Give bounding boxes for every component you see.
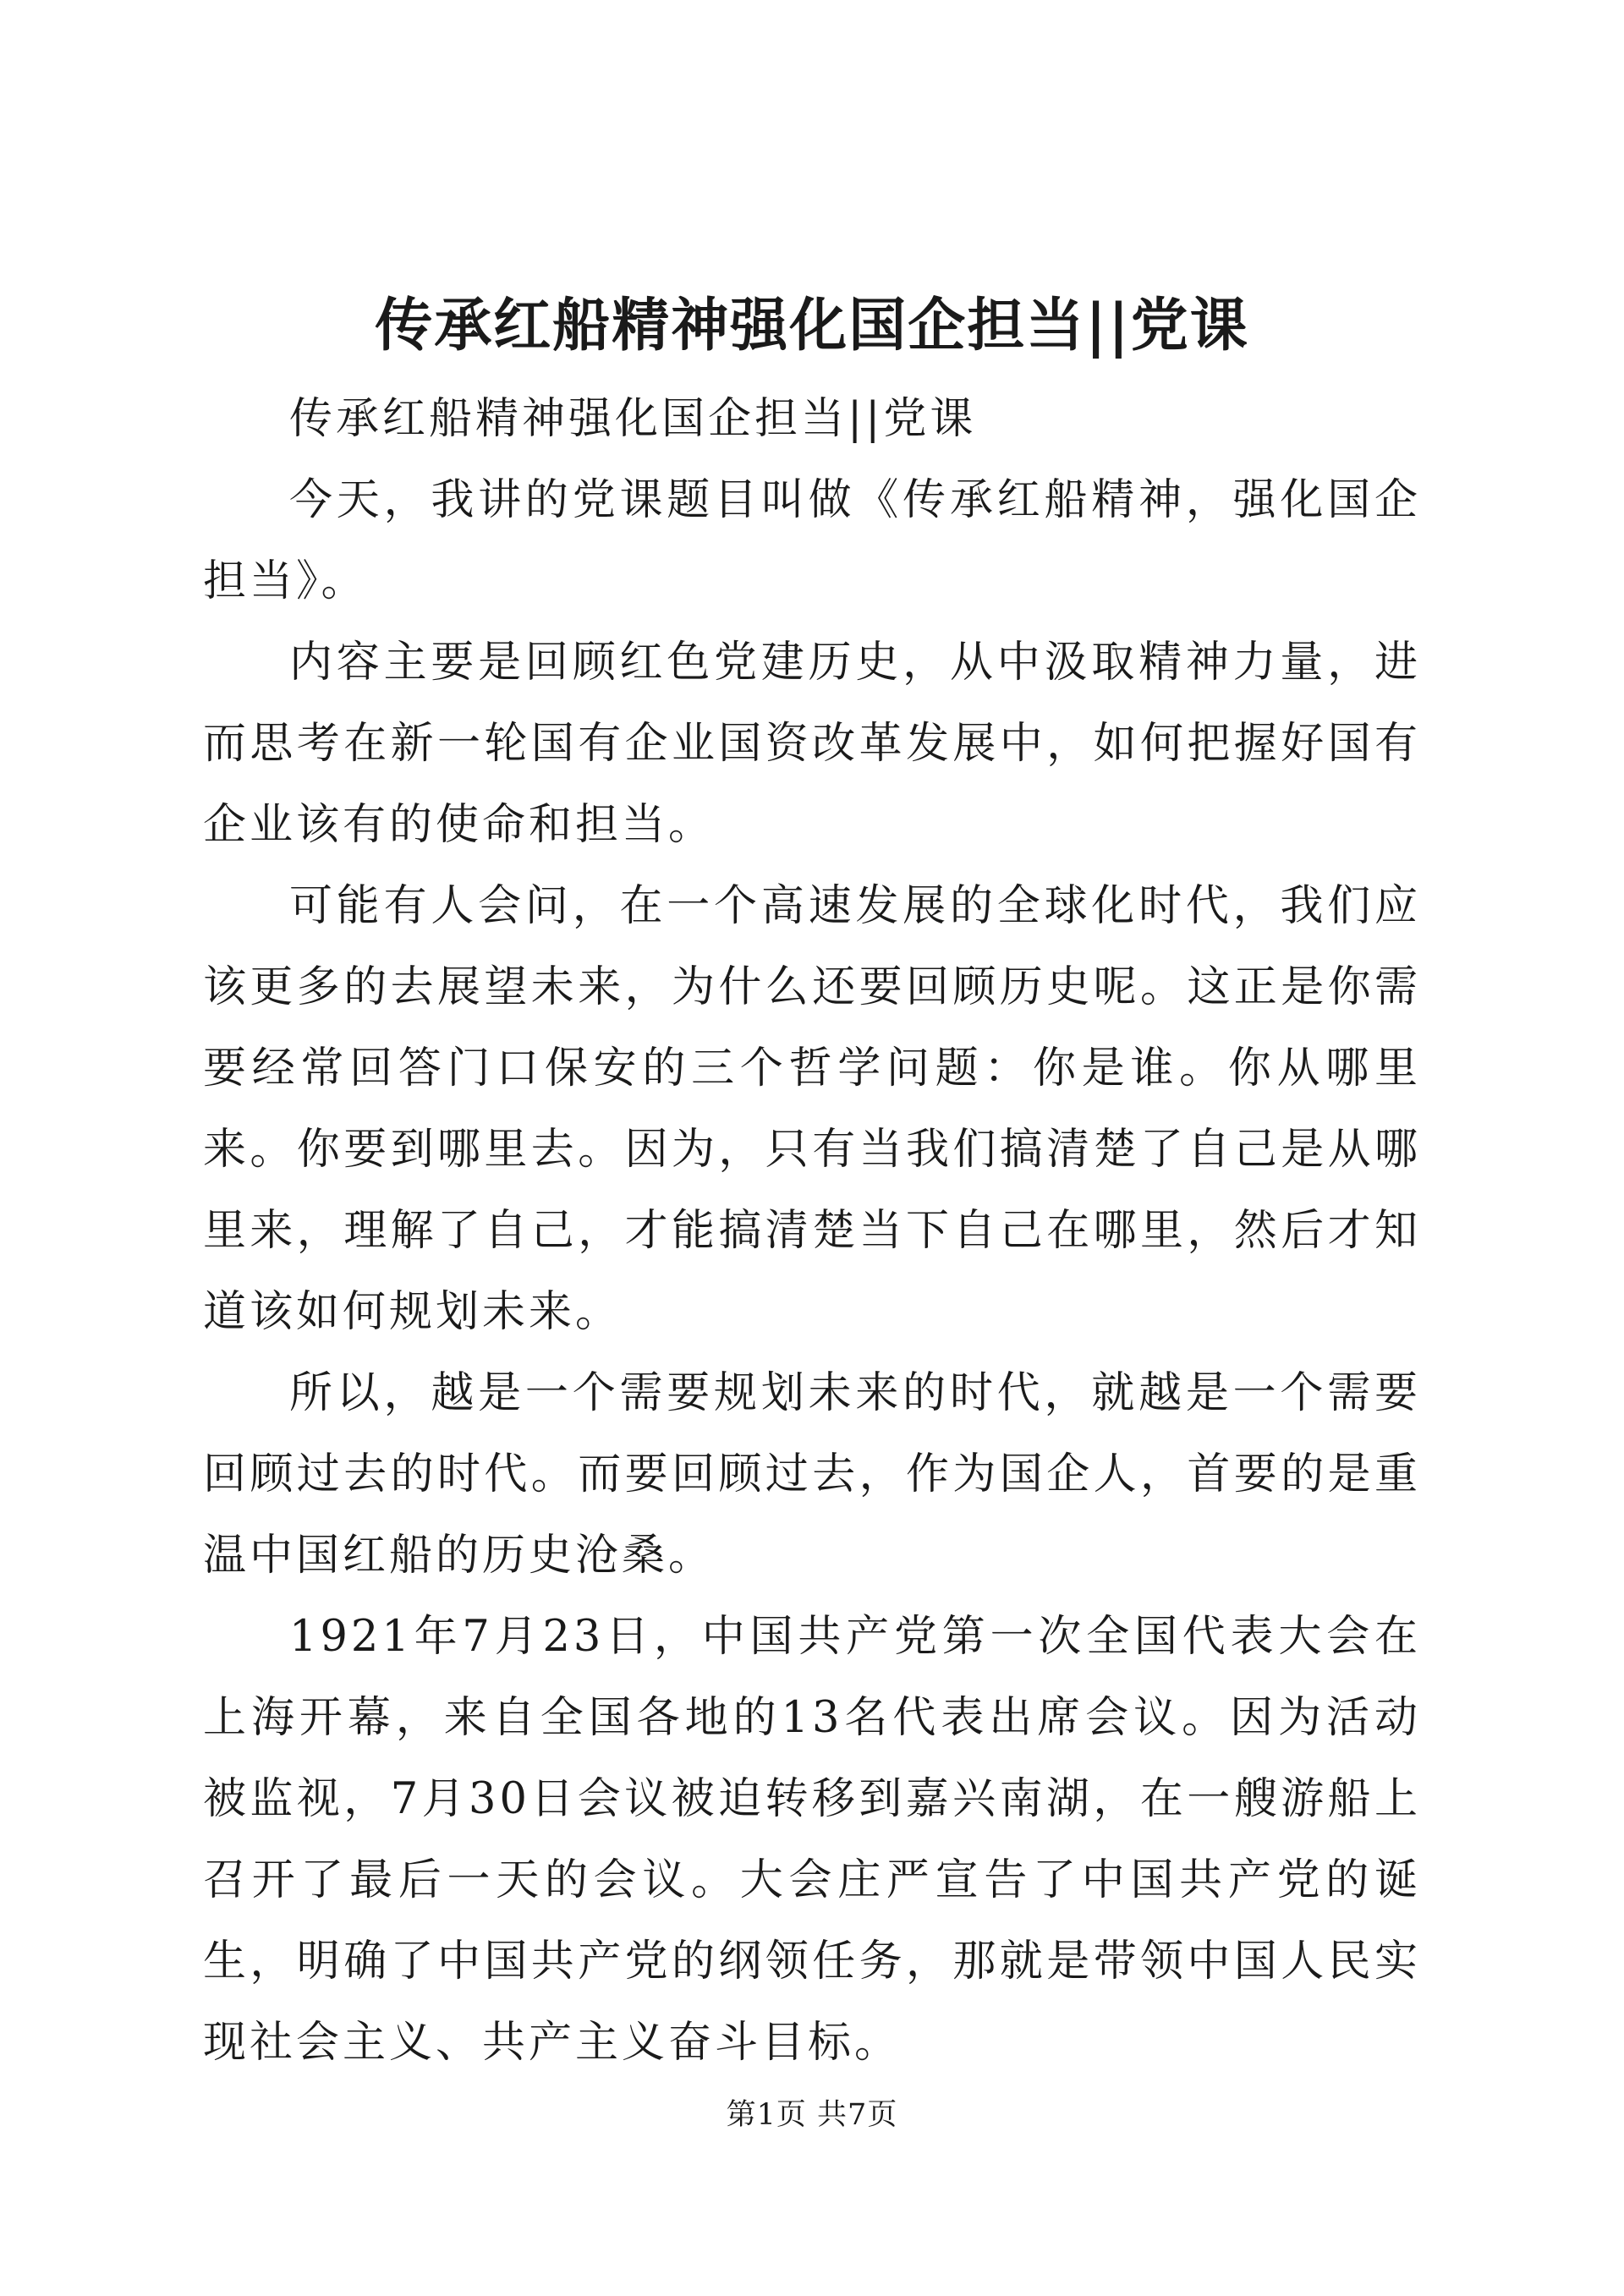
paragraph-intro: 今天，我讲的党课题目叫做《传承红船精神，强化国企担当》。 [203,475,1421,606]
paragraph-subtitle: 传承红船精神强化国企担当||党课 [289,394,977,444]
page-number: 第1页 共7页 [726,2098,898,2132]
document-title: 传承红船精神强化国企担当||党课 [375,292,1249,359]
document-body [203,379,1421,2084]
paragraph-review: 所以，越是一个需要规划未来的时代，就越是一个需要回顾过去的时代。而要回顾过去，作为国企人，首要的是重温中国红船的历史沧桑。 [203,1368,1421,1581]
paragraph-history: 1921年7月23日，中国共产党第一次全国代表大会在上海开幕，来自全国各地的13名代表出席会议。因为活动被监视，7月30日会议被迫转移到嘉兴南湖，在一艘游船上召开了最后一天的会议。大会庄严宣告了中国共产党的诞生，明确了中国共产党的纲领任务，那就是带领中国人民实现社会主义、共产主义奋斗目标。 [203,1612,1421,2068]
paragraph-question: 可能有人会问，在一个高速发展的全球化时代，我们应该更多的去展望未来，为什么还要回顾历史呢。这正是你需要经常回答门口保安的三个哲学问题：你是谁。你从哪里来。你要到哪里去。因为，只有当我们搞清楚了自己是从哪里来，理解了自己，才能搞清楚当下自己在哪里，然后才知道该如何规划未来。 [203,881,1421,1337]
paragraph-content: 内容主要是回顾红色党建历史，从中汲取精神力量，进而思考在新一轮国有企业国资改革发展中，如何把握好国有企业该有的使命和担当。 [203,638,1421,850]
